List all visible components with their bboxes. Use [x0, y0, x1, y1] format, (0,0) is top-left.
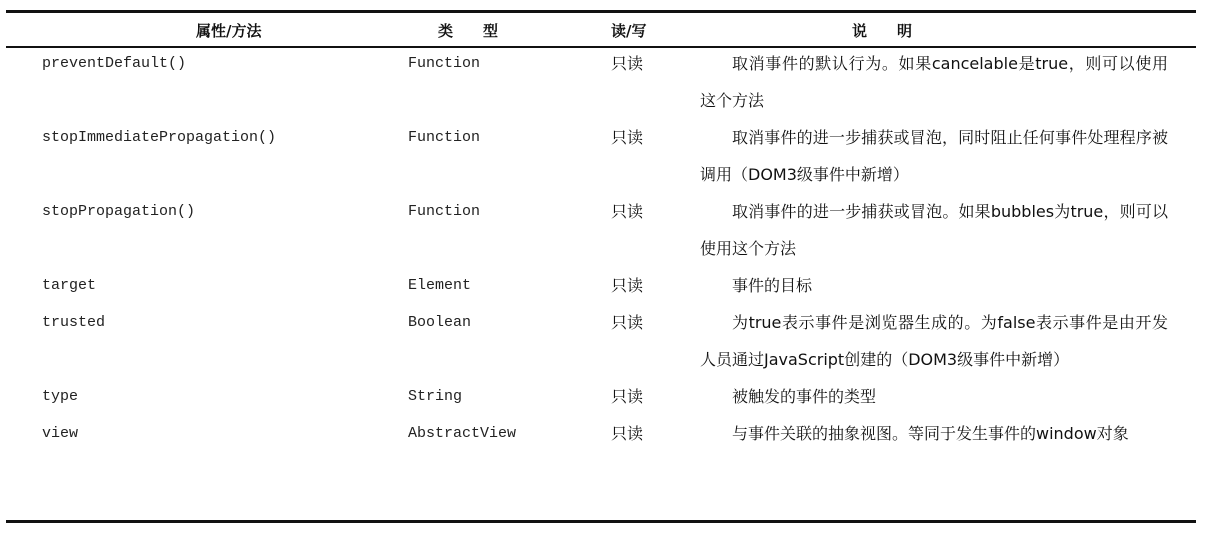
- property-access: 只读: [611, 276, 644, 295]
- property-name: trusted: [42, 314, 106, 331]
- property-name: type: [42, 388, 79, 405]
- property-description: 取消事件的默认行为。如果cancelable是true，则可以使用这个方法: [700, 54, 1168, 110]
- property-access: 只读: [611, 424, 644, 443]
- table-bottom-rule: [6, 520, 1196, 523]
- property-type: Function: [408, 55, 481, 72]
- table-row: [0, 267, 1208, 304]
- property-access: 只读: [611, 387, 644, 406]
- property-description: 与事件关联的抽象视图。等同于发生事件的window对象: [732, 424, 1129, 443]
- property-description: 取消事件的进一步捕获或冒泡。如果bubbles为true，则可以使用这个方法: [700, 202, 1168, 258]
- table-row: [0, 45, 1208, 119]
- header-type: 类 型: [438, 22, 499, 40]
- property-name: target: [42, 277, 97, 294]
- table-row: [0, 415, 1208, 452]
- table-header: [0, 13, 1208, 46]
- property-description: 为true表示事件是浏览器生成的。为false表示事件是由开发人员通过JavaScript创建的（DOM3级事件中新增）: [700, 313, 1168, 369]
- table-row: [0, 304, 1208, 378]
- property-description: 取消事件的进一步捕获或冒泡，同时阻止任何事件处理程序被调用（DOM3级事件中新增）: [700, 128, 1168, 184]
- property-name: stopPropagation(): [42, 203, 196, 220]
- property-type: Boolean: [408, 314, 472, 331]
- property-access: 只读: [611, 313, 644, 332]
- property-description: 被触发的事件的类型: [732, 387, 877, 406]
- property-name: stopImmediatePropagation(): [42, 129, 277, 146]
- property-type: AbstractView: [408, 425, 517, 442]
- property-type: Function: [408, 129, 481, 146]
- property-type: Function: [408, 203, 481, 220]
- table-row: [0, 119, 1208, 193]
- property-description: 事件的目标: [732, 276, 813, 295]
- property-type: Element: [408, 277, 472, 294]
- table-body: [0, 45, 1208, 452]
- property-type: String: [408, 388, 463, 405]
- property-access: 只读: [611, 202, 644, 221]
- table-row: [0, 378, 1208, 415]
- header-rw: 读/写: [611, 22, 647, 40]
- property-name: preventDefault(): [42, 55, 187, 72]
- table-row: [0, 193, 1208, 267]
- property-access: 只读: [611, 54, 644, 73]
- property-name: view: [42, 425, 79, 442]
- property-access: 只读: [611, 128, 644, 147]
- header-desc: 说 明: [852, 22, 913, 40]
- header-name: 属性/方法: [196, 22, 262, 40]
